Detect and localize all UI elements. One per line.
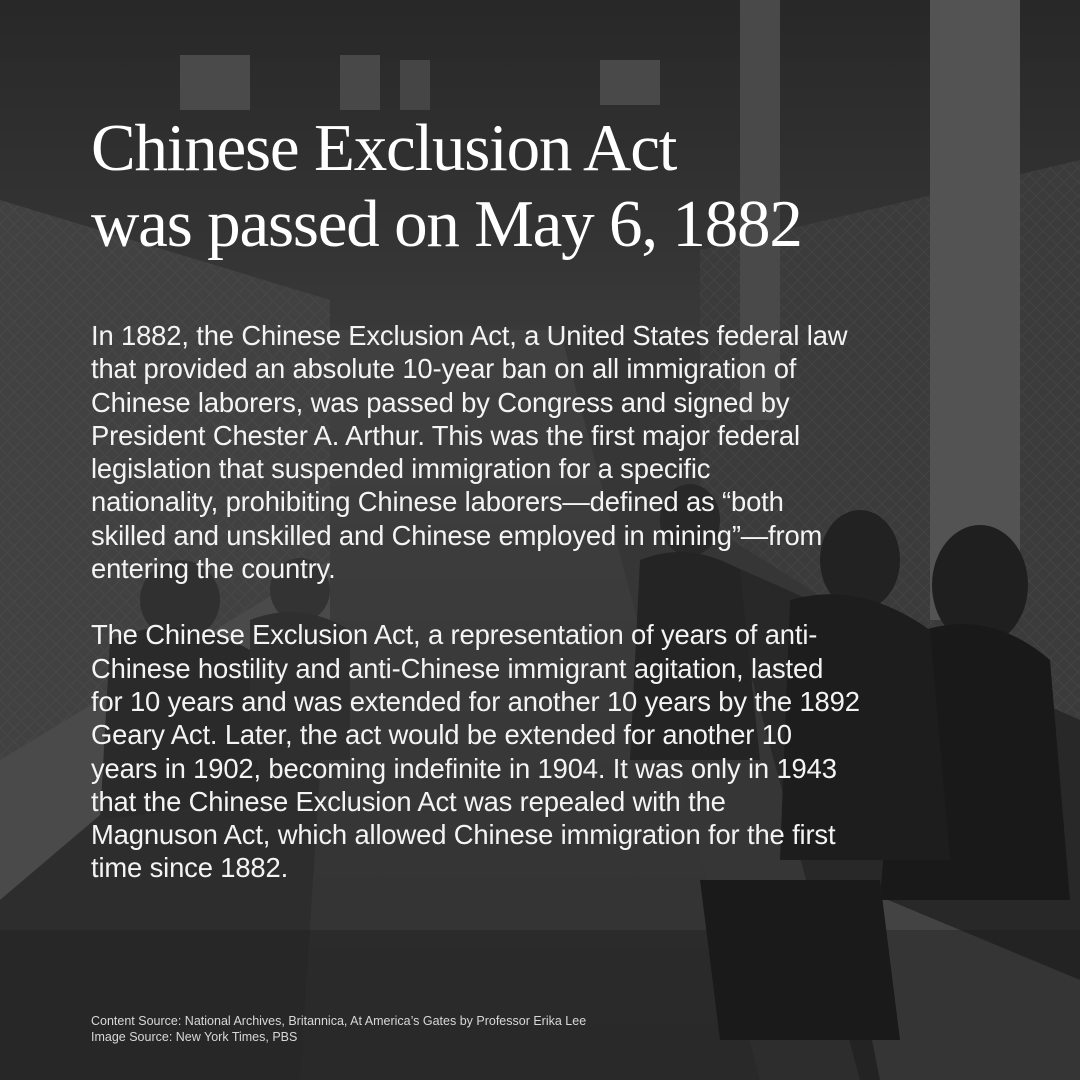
paragraph-line: years in 1902, becoming indefinite in 1904. It was only in 1943 bbox=[91, 752, 837, 784]
paragraph-line: Magnuson Act, which allowed Chinese immigration for the first bbox=[91, 819, 836, 851]
paragraph-line: President Chester A. Arthur. This was the first major federal bbox=[91, 419, 800, 451]
page-title bbox=[91, 110, 1021, 262]
paragraph-line: skilled and unskilled and Chinese employed in mining”—from bbox=[91, 519, 823, 551]
title-line-2: was passed on May 6, 1882 bbox=[91, 187, 802, 261]
paragraph-line: that provided an absolute 10-year ban on all immigration of bbox=[91, 353, 797, 385]
paragraph-line: legislation that suspended immigration for a specific bbox=[91, 453, 711, 485]
paragraph-line: The Chinese Exclusion Act, a representation of years of anti- bbox=[91, 619, 818, 651]
content-source: Content Source: National Archives, Britannica, At America’s Gates by Professor Erika Lee bbox=[91, 1014, 587, 1028]
paragraph-line: nationality, prohibiting Chinese laborers—defined as “both bbox=[91, 486, 784, 518]
paragraph-line: In 1882, the Chinese Exclusion Act, a United States federal law bbox=[91, 320, 848, 351]
title-line-1: Chinese Exclusion Act bbox=[91, 111, 677, 185]
image-source: Image Source: New York Times, PBS bbox=[91, 1029, 298, 1044]
paragraph-line: entering the country. bbox=[91, 553, 336, 585]
source-credits bbox=[91, 1014, 586, 1045]
paragraph-line: that the Chinese Exclusion Act was repealed with the bbox=[91, 785, 726, 817]
paragraph-line: Chinese hostility and anti-Chinese immigrant agitation, lasted bbox=[91, 652, 824, 684]
paragraph-line: Chinese laborers, was passed by Congress and signed by bbox=[91, 386, 790, 418]
paragraph-line: time since 1882. bbox=[91, 852, 289, 884]
main-content bbox=[91, 110, 1021, 885]
paragraph-line: Geary Act. Later, the act would be extended for another 10 bbox=[91, 719, 792, 751]
paragraph-line: for 10 years and was extended for another 10 years by the 1892 bbox=[91, 685, 860, 717]
paragraph-2 bbox=[91, 618, 1021, 884]
paragraph-1 bbox=[91, 319, 1021, 585]
